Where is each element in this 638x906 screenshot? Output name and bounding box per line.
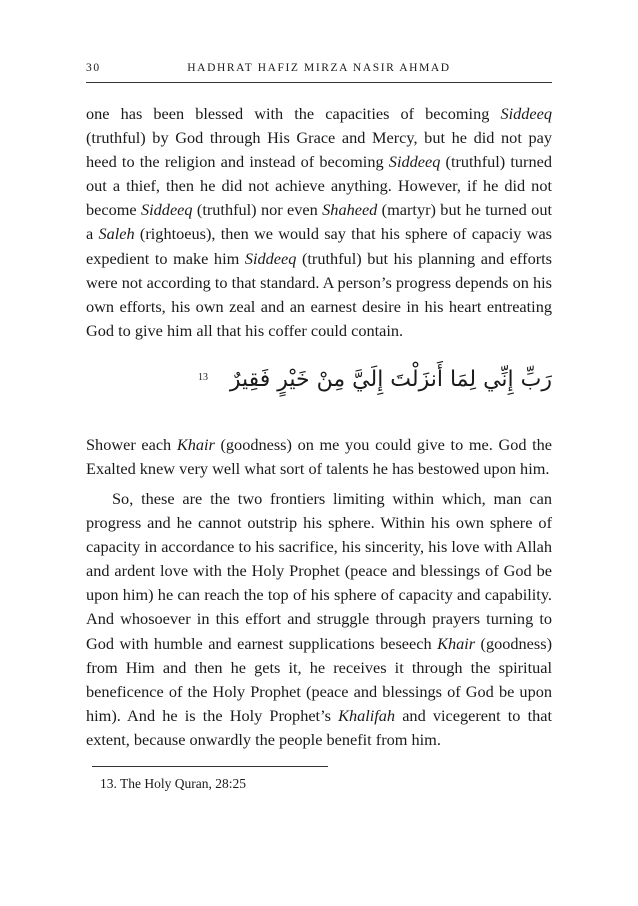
body-paragraph: one has been blessed with the capacities of becoming Siddeeq (truthful) by God through His Grace and Mercy, but he did not pay heed to the religion and instead of becoming Siddeeq (truthful) turned out a thief, then he did not achieve anything. However, if he did not become Siddeeq (truthful) nor even Shaheed (martyr) but he turned out a Saleh (rightoeus), then we would say that his sphere of capaciy was expedient to make him Siddeeq (truthful) but his planning and efforts were not according to that standard. A person’s progress depends on his own efforts, his own zeal and an earnest desire in his heart entreating God to give him all that his coffer could contain. — [86, 104, 553, 340]
footnote: 13. The Holy Quran, 28:25 — [100, 776, 246, 791]
footnote-reference: 13 — [198, 372, 208, 383]
footnote-divider — [92, 766, 328, 767]
quran-verse: رَبِّ إِنِّي لِمَا أَنزَلْتَ إِلَيَّ مِنْ خَيْرٍ فَقِيرٌ — [229, 367, 552, 392]
body-paragraph: So, these are the two frontiers limiting within which, man can progress and he cannot outstrip his sphere. Within his own sphere of capacity in accordance to his sacrifice, his sincerity, his love with Allah and ardent love with the Holy Prophet (peace and blessings of God be upon him) he can reach the top of his sphere of capacity and capability. And whosoever in this effort and struggle through prayers turning to God with humble and earnest supplications beseech Khair (goodness) from Him and then he gets it, he receives it through the spiritual beneficence of the Holy Prophet (peace and blessings of God be upon him). And he is the Holy Prophet’s Khalifah and vicegerent to that extent, because onwardly the people benefit from him. — [86, 489, 552, 749]
header-divider — [86, 82, 552, 83]
running-title: HADHRAT HAFIZ MIRZA NASIR AHMAD — [187, 62, 451, 74]
body-paragraph: Shower each Khair (goodness) on me you could give to me. God the Exalted knew very well what sort of talents he has bestowed upon him. — [86, 435, 553, 479]
page-header — [86, 62, 552, 80]
page-number: 30 — [86, 62, 101, 74]
